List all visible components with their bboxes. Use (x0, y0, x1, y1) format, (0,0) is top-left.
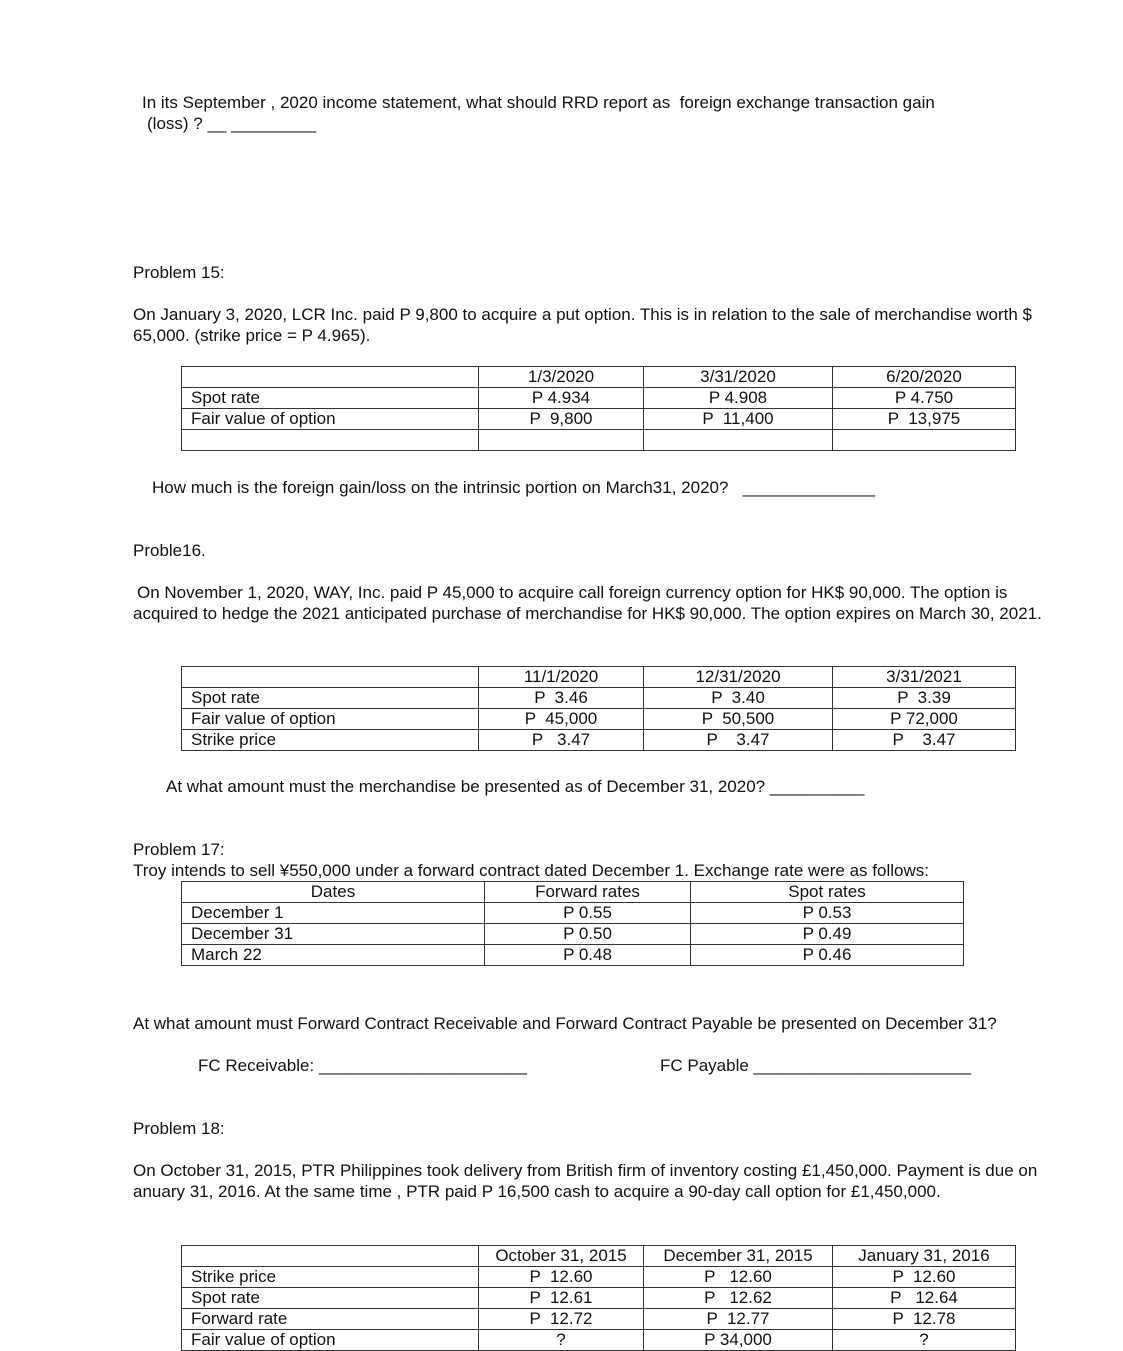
table-header-cell: December 31, 2015 (644, 1246, 833, 1267)
table-header-cell: 3/31/2021 (833, 667, 1016, 688)
table-row (182, 409, 1016, 430)
table-cell: P 13,975 (833, 409, 1016, 430)
table-cell: Forward rate (182, 1309, 479, 1330)
table-cell: P 9,800 (479, 409, 644, 430)
table-header-cell: October 31, 2015 (479, 1246, 644, 1267)
p16-title: Proble16. (133, 541, 206, 560)
p17-title: Problem 17: (133, 840, 225, 859)
table-cell: Fair value of option (182, 1330, 479, 1351)
p16-question: At what amount must the merchandise be presented as of December 31, 2020? __________ (166, 777, 865, 796)
table-header-cell: 11/1/2020 (479, 667, 644, 688)
fc-receivable-line: FC Receivable: ______________________ (198, 1056, 527, 1075)
table-cell: P 3.39 (833, 688, 1016, 709)
table-cell: Fair value of option (182, 709, 479, 730)
table-cell: P 12.60 (833, 1267, 1016, 1288)
table-cell: Strike price (182, 730, 479, 751)
table-row (182, 709, 1016, 730)
table-row (182, 730, 1016, 751)
table-header-cell (182, 1246, 479, 1267)
table-cell: Strike price (182, 1267, 479, 1288)
table-cell: Spot rate (182, 688, 479, 709)
table-cell: P 3.47 (833, 730, 1016, 751)
p16-table (181, 666, 1016, 751)
p15-question: How much is the foreign gain/loss on the intrinsic portion on March31, 2020? ______________ (152, 478, 875, 497)
table-cell: P 0.53 (691, 903, 964, 924)
table-cell: P 12.62 (644, 1288, 833, 1309)
table-cell (479, 430, 644, 451)
table-header-cell: January 31, 2016 (833, 1246, 1016, 1267)
table-row (182, 1309, 1016, 1330)
table-row (182, 903, 964, 924)
table-header-cell: 1/3/2020 (479, 367, 644, 388)
table-header-row (182, 1246, 1016, 1267)
table-header-row (182, 882, 964, 903)
table-cell: P 12.77 (644, 1309, 833, 1330)
p15-table (181, 366, 1016, 451)
p18-table (181, 1245, 1016, 1351)
table-cell: P 0.49 (691, 924, 964, 945)
p17-question: At what amount must Forward Contract Receivable and Forward Contract Payable be presented on December 31? (133, 1014, 997, 1033)
table-cell: P 0.50 (485, 924, 691, 945)
table-cell: March 22 (182, 945, 485, 966)
table-cell: P 4.908 (644, 388, 833, 409)
table-row (182, 924, 964, 945)
table-header-row (182, 667, 1016, 688)
table-header-cell (182, 667, 479, 688)
p17-text: Troy intends to sell ¥550,000 under a forward contract dated December 1. Exchange rate were as follows: (133, 861, 929, 880)
table-cell: P 45,000 (479, 709, 644, 730)
table-cell: ? (479, 1330, 644, 1351)
table-header-cell: 3/31/2020 (644, 367, 833, 388)
table-cell: P 3.46 (479, 688, 644, 709)
table-cell: P 4.934 (479, 388, 644, 409)
table-cell: P 72,000 (833, 709, 1016, 730)
table-cell: P 50,500 (644, 709, 833, 730)
table-row (182, 945, 964, 966)
table-cell: P 0.48 (485, 945, 691, 966)
table-cell: Spot rate (182, 388, 479, 409)
p15-title: Problem 15: (133, 263, 225, 282)
p14-question-line1: In its September , 2020 income statement, what should RRD report as foreign exchange transaction gain (142, 93, 935, 112)
table-row (182, 1267, 1016, 1288)
table-row (182, 430, 1016, 451)
p16-text: On November 1, 2020, WAY, Inc. paid P 45,000 to acquire call foreign currency option for HK$ 90,000. The option is acquired to hedge the 2021 anticipated purchase of merchandise for HK$ 90,000. The option expires on March 30, 2021. (133, 583, 1042, 623)
table-cell: Fair value of option (182, 409, 479, 430)
table-cell: P 11,400 (644, 409, 833, 430)
table-cell: P 12.60 (479, 1267, 644, 1288)
table-cell: December 31 (182, 924, 485, 945)
table-row (182, 388, 1016, 409)
p17-table (181, 881, 964, 966)
table-header-cell (182, 367, 479, 388)
table-header-cell: Spot rates (691, 882, 964, 903)
p15-text: On January 3, 2020, LCR Inc. paid P 9,800 to acquire a put option. This is in relation to the sale of merchandise worth $ 65,000. (strike price = P 4.965). (133, 305, 1033, 345)
table-header-row (182, 367, 1016, 388)
table-cell: P 4.750 (833, 388, 1016, 409)
table-cell (182, 430, 479, 451)
table-cell: P 34,000 (644, 1330, 833, 1351)
table-cell: P 3.40 (644, 688, 833, 709)
table-cell (644, 430, 833, 451)
table-cell: P 0.55 (485, 903, 691, 924)
table-cell: December 1 (182, 903, 485, 924)
table-cell: P 12.78 (833, 1309, 1016, 1330)
table-row (182, 1330, 1016, 1351)
table-cell: P 3.47 (479, 730, 644, 751)
table-header-cell: 6/20/2020 (833, 367, 1016, 388)
p14-question-line2: (loss) ? __ _________ (147, 114, 317, 133)
table-cell: P 12.61 (479, 1288, 644, 1309)
table-header-cell: Dates (182, 882, 485, 903)
fc-payable-line: FC Payable _______________________ (660, 1056, 971, 1075)
table-cell: P 12.72 (479, 1309, 644, 1330)
table-cell: P 12.60 (644, 1267, 833, 1288)
table-cell: P 3.47 (644, 730, 833, 751)
table-header-cell: Forward rates (485, 882, 691, 903)
p18-text: On October 31, 2015, PTR Philippines took delivery from British firm of inventory costing £1,450,000. Payment is due on anuary 31, 2016. At the same time , PTR paid P 16,500 cash to acquire a 90-day call option for £1,450,000. (133, 1161, 1038, 1201)
table-row (182, 1288, 1016, 1309)
table-cell: P 12.64 (833, 1288, 1016, 1309)
table-cell: Spot rate (182, 1288, 479, 1309)
table-row (182, 688, 1016, 709)
table-cell (833, 430, 1016, 451)
p18-title: Problem 18: (133, 1119, 225, 1138)
table-cell: ? (833, 1330, 1016, 1351)
table-cell: P 0.46 (691, 945, 964, 966)
table-header-cell: 12/31/2020 (644, 667, 833, 688)
